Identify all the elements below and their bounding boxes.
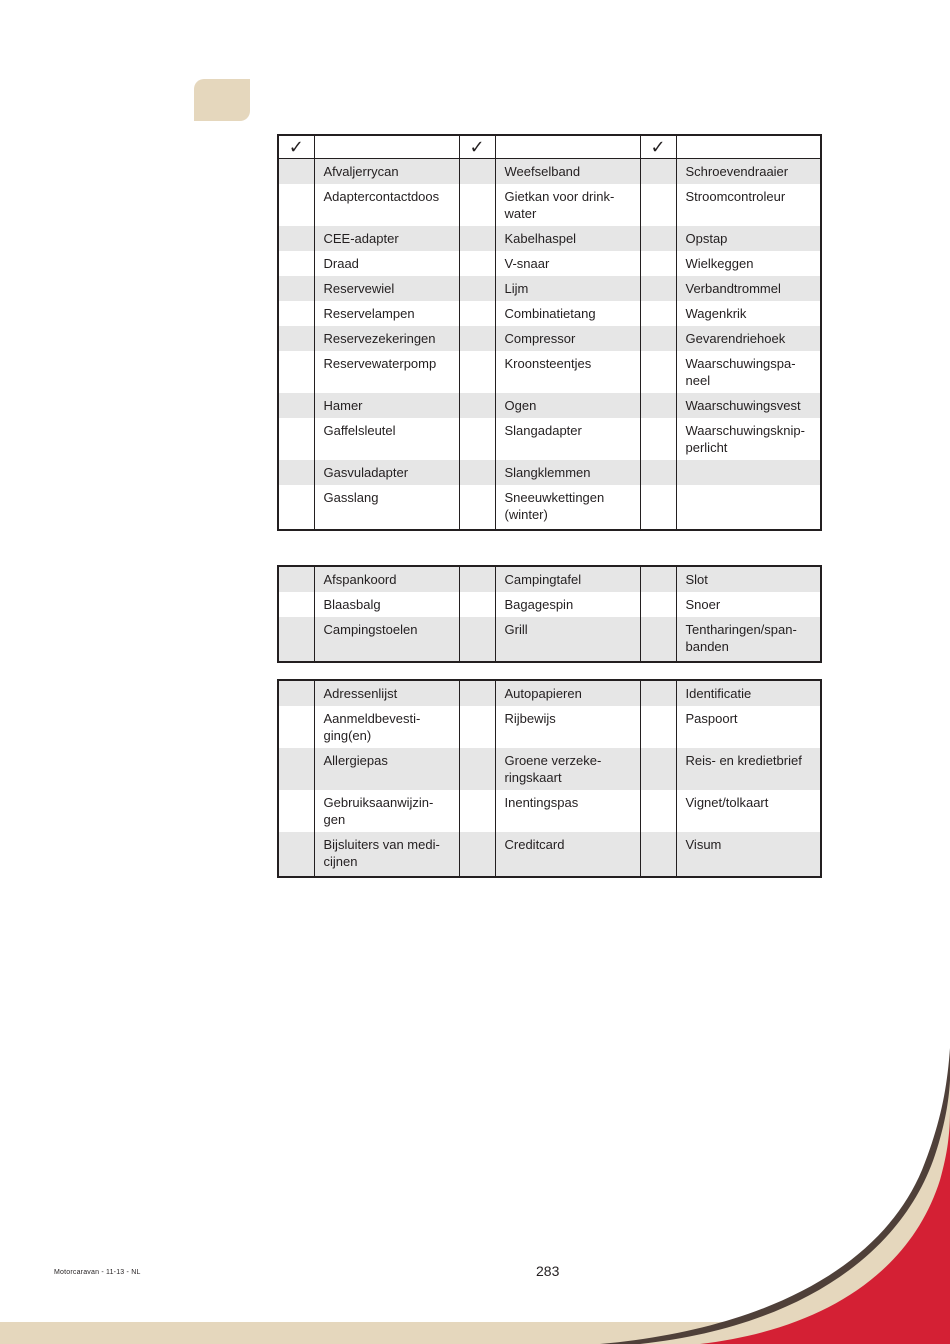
item-label: Rijbewijs xyxy=(495,706,640,748)
item-label: Vignet/tolkaart xyxy=(676,790,821,832)
item-label: Inentingspas xyxy=(495,790,640,832)
item-label: Waarschuwingsknip- perlicht xyxy=(676,418,821,460)
item-label: Schroevendraaier xyxy=(676,159,821,185)
checklist-row xyxy=(278,748,821,790)
item-column-header xyxy=(495,135,640,159)
checkbox-cell[interactable] xyxy=(459,301,495,326)
item-label xyxy=(676,460,821,485)
checklist-row xyxy=(278,251,821,276)
checkbox-cell[interactable] xyxy=(278,251,314,276)
checklist-row xyxy=(278,184,821,226)
item-label: Visum xyxy=(676,832,821,877)
checkbox-cell[interactable] xyxy=(640,351,676,393)
item-label: Waarschuwingspa- neel xyxy=(676,351,821,393)
checkbox-cell[interactable] xyxy=(278,832,314,877)
check-column-header: ✓ xyxy=(278,135,314,159)
item-label: Aanmeldbevesti- ging(en) xyxy=(314,706,459,748)
item-label: Adaptercontactdoos xyxy=(314,184,459,226)
checkbox-cell[interactable] xyxy=(459,460,495,485)
checkbox-cell[interactable] xyxy=(640,748,676,790)
item-label: Reis- en kredietbrief xyxy=(676,748,821,790)
checklist-row xyxy=(278,276,821,301)
checklist-row xyxy=(278,832,821,877)
item-label: Paspoort xyxy=(676,706,821,748)
checkbox-cell[interactable] xyxy=(640,226,676,251)
checkbox-cell[interactable] xyxy=(459,485,495,530)
checkbox-cell[interactable] xyxy=(278,460,314,485)
item-label: Blaasbalg xyxy=(314,592,459,617)
checkbox-cell[interactable] xyxy=(459,748,495,790)
checkbox-cell[interactable] xyxy=(640,393,676,418)
checkbox-cell[interactable] xyxy=(640,566,676,592)
checkbox-cell[interactable] xyxy=(278,351,314,393)
checkbox-cell[interactable] xyxy=(459,617,495,662)
check-column-header: ✓ xyxy=(640,135,676,159)
item-label: Weefselband xyxy=(495,159,640,185)
checklist-row xyxy=(278,159,821,185)
checkbox-cell[interactable] xyxy=(459,159,495,185)
checkbox-cell[interactable] xyxy=(278,159,314,185)
checklist-row xyxy=(278,790,821,832)
checkbox-cell[interactable] xyxy=(640,276,676,301)
item-label: CEE-adapter xyxy=(314,226,459,251)
checklist-header-row xyxy=(278,135,821,159)
item-label: Reservewiel xyxy=(314,276,459,301)
item-label: Slot xyxy=(676,566,821,592)
item-label: Slangadapter xyxy=(495,418,640,460)
checkbox-cell[interactable] xyxy=(459,592,495,617)
item-label: Gietkan voor drink- water xyxy=(495,184,640,226)
item-label: Kroonsteentjes xyxy=(495,351,640,393)
item-label: Compressor xyxy=(495,326,640,351)
item-label: Grill xyxy=(495,617,640,662)
documents-checklist-table xyxy=(277,679,822,878)
item-label: Reservezekeringen xyxy=(314,326,459,351)
checkbox-cell[interactable] xyxy=(459,226,495,251)
item-label: Reservelampen xyxy=(314,301,459,326)
item-label: Snoer xyxy=(676,592,821,617)
item-label: Autopapieren xyxy=(495,680,640,706)
check-column-header: ✓ xyxy=(459,135,495,159)
item-label: Stroomcontroleur xyxy=(676,184,821,226)
checkbox-cell[interactable] xyxy=(278,276,314,301)
item-label: V-snaar xyxy=(495,251,640,276)
checkbox-cell[interactable] xyxy=(459,276,495,301)
checkbox-cell[interactable] xyxy=(459,706,495,748)
item-label: Creditcard xyxy=(495,832,640,877)
checkbox-cell[interactable] xyxy=(278,680,314,706)
checkbox-cell[interactable] xyxy=(459,326,495,351)
checkbox-cell[interactable] xyxy=(640,159,676,185)
item-label: Opstap xyxy=(676,226,821,251)
checklist-row xyxy=(278,460,821,485)
item-label: Identificatie xyxy=(676,680,821,706)
item-column-header xyxy=(314,135,459,159)
item-label: Combinatietang xyxy=(495,301,640,326)
checklist-row xyxy=(278,226,821,251)
checkbox-cell[interactable] xyxy=(640,460,676,485)
checkbox-cell[interactable] xyxy=(459,790,495,832)
checkbox-cell[interactable] xyxy=(278,617,314,662)
item-label: Adressenlijst xyxy=(314,680,459,706)
checkbox-cell[interactable] xyxy=(278,326,314,351)
item-label: Sneeuwkettingen (winter) xyxy=(495,485,640,530)
checkbox-cell[interactable] xyxy=(459,832,495,877)
item-label: Draad xyxy=(314,251,459,276)
checklist-row xyxy=(278,617,821,662)
item-label: Tentharingen/span- banden xyxy=(676,617,821,662)
checkbox-cell[interactable] xyxy=(278,748,314,790)
checkbox-cell[interactable] xyxy=(640,251,676,276)
checkbox-cell[interactable] xyxy=(640,485,676,530)
checkbox-cell[interactable] xyxy=(459,566,495,592)
checkbox-cell[interactable] xyxy=(278,592,314,617)
checkbox-cell[interactable] xyxy=(640,706,676,748)
item-label: Allergiepas xyxy=(314,748,459,790)
checklist-row xyxy=(278,592,821,617)
checkbox-cell[interactable] xyxy=(278,485,314,530)
item-label: Hamer xyxy=(314,393,459,418)
checkbox-cell[interactable] xyxy=(459,351,495,393)
checklist-row xyxy=(278,680,821,706)
checkbox-cell[interactable] xyxy=(459,393,495,418)
checkbox-cell[interactable] xyxy=(459,251,495,276)
checklist-row xyxy=(278,566,821,592)
page-number: 283 xyxy=(536,1263,560,1279)
checkbox-cell[interactable] xyxy=(278,566,314,592)
checkbox-cell[interactable] xyxy=(640,184,676,226)
checkbox-cell[interactable] xyxy=(278,706,314,748)
item-label: Waarschuwingsvest xyxy=(676,393,821,418)
item-label: Bijsluiters van medi- cijnen xyxy=(314,832,459,877)
item-label: Kabelhaspel xyxy=(495,226,640,251)
camping-gear-checklist-table xyxy=(277,565,822,663)
item-label: Groene verzeke- ringskaart xyxy=(495,748,640,790)
item-column-header xyxy=(676,135,821,159)
checklist-row xyxy=(278,485,821,530)
item-label: Lijm xyxy=(495,276,640,301)
item-label: Gasvuladapter xyxy=(314,460,459,485)
item-label: Afvaljerrycan xyxy=(314,159,459,185)
item-label: Wielkeggen xyxy=(676,251,821,276)
item-label: Verbandtrommel xyxy=(676,276,821,301)
item-label: Afspankoord xyxy=(314,566,459,592)
item-label: Campingtafel xyxy=(495,566,640,592)
checkbox-cell[interactable] xyxy=(640,680,676,706)
checkbox-cell[interactable] xyxy=(640,301,676,326)
item-label: Gebruiksaanwijzin- gen xyxy=(314,790,459,832)
checkbox-cell[interactable] xyxy=(640,592,676,617)
checkbox-cell[interactable] xyxy=(640,418,676,460)
checkbox-cell[interactable] xyxy=(459,184,495,226)
checklist-row xyxy=(278,393,821,418)
checklist-row xyxy=(278,706,821,748)
checkbox-cell[interactable] xyxy=(640,326,676,351)
checkbox-cell[interactable] xyxy=(640,617,676,662)
checkbox-cell[interactable] xyxy=(278,393,314,418)
checkbox-cell[interactable] xyxy=(278,301,314,326)
item-label: Gevarendriehoek xyxy=(676,326,821,351)
item-label: Campingstoelen xyxy=(314,617,459,662)
item-label xyxy=(676,485,821,530)
item-label: Slangklemmen xyxy=(495,460,640,485)
checkbox-cell[interactable] xyxy=(278,226,314,251)
equipment-checklist-table xyxy=(277,134,822,531)
item-label: Bagagespin xyxy=(495,592,640,617)
item-label: Gaffelsleutel xyxy=(314,418,459,460)
checkbox-cell[interactable] xyxy=(278,790,314,832)
checkbox-cell[interactable] xyxy=(640,832,676,877)
checkbox-cell[interactable] xyxy=(278,184,314,226)
checkbox-cell[interactable] xyxy=(640,790,676,832)
item-label: Ogen xyxy=(495,393,640,418)
checkbox-cell[interactable] xyxy=(459,418,495,460)
checklist-row xyxy=(278,301,821,326)
checklist-row xyxy=(278,351,821,393)
item-label: Gasslang xyxy=(314,485,459,530)
checkbox-cell[interactable] xyxy=(278,418,314,460)
item-label: Reservewaterpomp xyxy=(314,351,459,393)
checklist-row xyxy=(278,326,821,351)
checkbox-cell[interactable] xyxy=(459,680,495,706)
item-label: Wagenkrik xyxy=(676,301,821,326)
document-reference: Motorcaravan - 11-13 - NL xyxy=(54,1269,141,1276)
checklist-row xyxy=(278,418,821,460)
